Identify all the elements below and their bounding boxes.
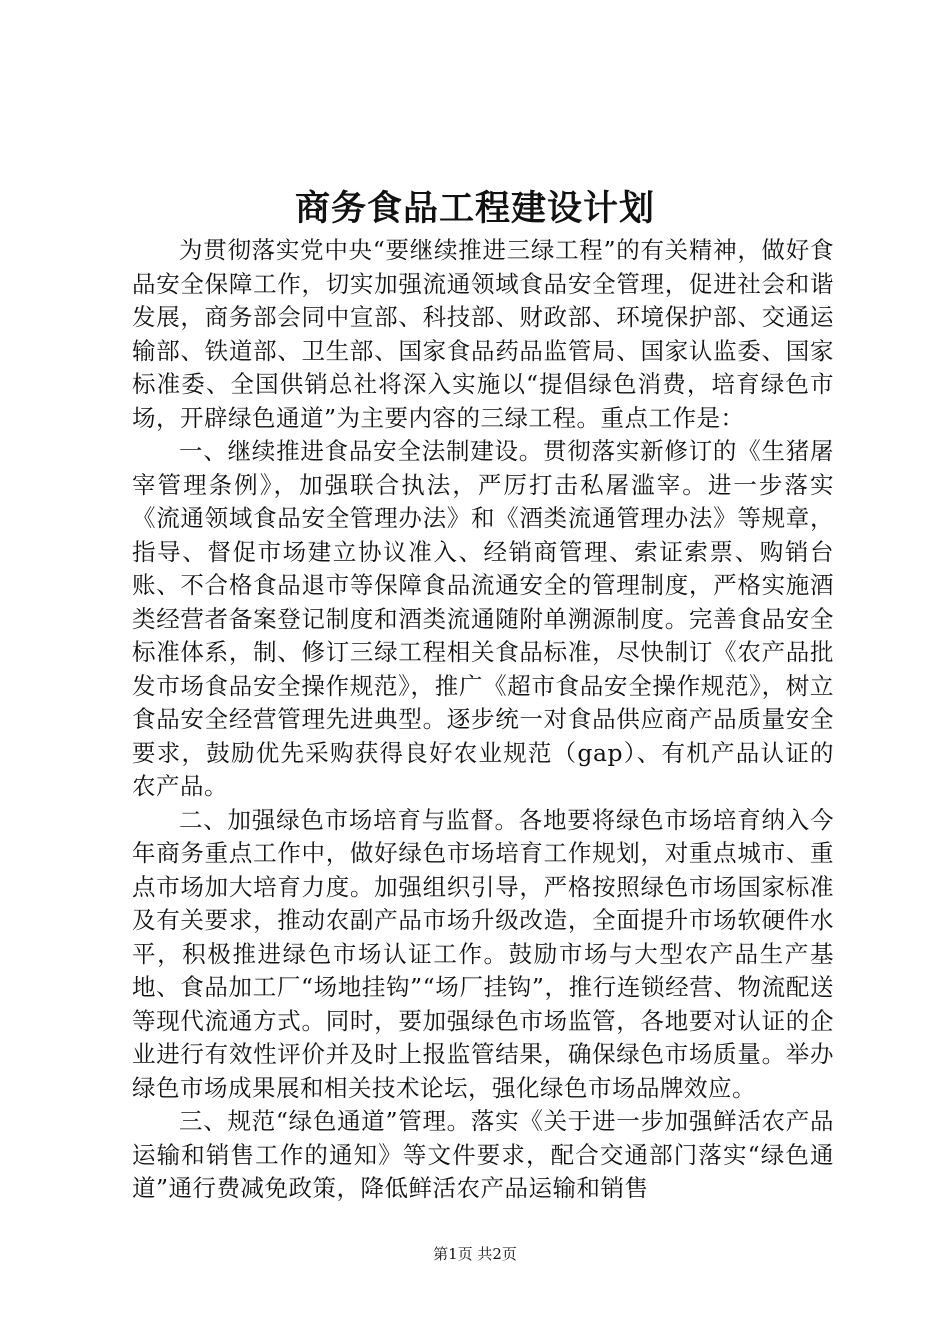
paragraph-section-2: 二、加强绿色市场培育与监督。各地要将绿色市场培育纳入今年商务重点工作中，做好绿色市场培育工作规划，对重点城市、重点市场加大培育力度。加强组织引导，严格按照绿色市场国家标准及有关要求，推动农副产品市场升级改造，全面提升市场软硬件水平，积极推进绿色市场认证工作。鼓励市场与大型农产品生产基地、食品加工厂“场地挂钩”“场厂挂钩”，推行连锁经营、物流配送等现代流通方式。同时，要加强绿色市场监管，各地要对认证的企业进行有效性评价并及时上报监管结果，确保绿色市场质量。举办绿色市场成果展和相关技术论坛，强化绿色市场品牌效应。 xyxy=(132,805,834,1102)
paragraph-section-1: 一、继续推进食品安全法制建设。贯彻落实新修订的《生猪屠宰管理条例》，加强联合执法，严厉打击私屠滥宰。进一步落实《流通领域食品安全管理办法》和《酒类流通管理办法》等规章，指导、督促市场建立协议准入、经销商管理、索证索票、购销台账、不合格食品退市等保障食品流通安全的管理制度，严格实施酒类经营者备案登记制度和酒类流通随附单溯源制度。完善食品安全标准体系，制、修订三绿工程相关食品标准，尽快制订《农产品批发市场食品安全操作规范》，推广《超市食品安全操作规范》，树立食品安全经营管理先进典型。逐步统一对食品供应商产品质量安全要求，鼓励优先采购获得良好农业规范（gap）、有机产品认证的农产品。 xyxy=(132,437,834,800)
page-number-footer: 第1页 共2页 xyxy=(433,1245,517,1263)
paragraph-intro: 为贯彻落实党中央“要继续推进三绿工程”的有关精神，做好食品安全保障工作，切实加强流通领域食品安全管理，促进社会和谐发展，商务部会同中宣部、科技部、财政部、环境保护部、交通运输部、铁道部、卫生部、国家食品药品监管局、国家认监委、国家标准委、全国供销总社将深入实施以“提倡绿色消费，培育绿色市场，开辟绿色通道”为主要内容的三绿工程。重点工作是： xyxy=(132,236,834,432)
paragraph-section-3: 三、规范“绿色通道”管理。落实《关于进一步加强鲜活农产品运输和销售工作的通知》等文件要求，配合交通部门落实“绿色通道”通行费减免政策，降低鲜活农产品运输和销售 xyxy=(132,1107,834,1202)
document-title: 商务食品工程建设计划 xyxy=(294,188,655,229)
document-body xyxy=(132,234,834,1206)
